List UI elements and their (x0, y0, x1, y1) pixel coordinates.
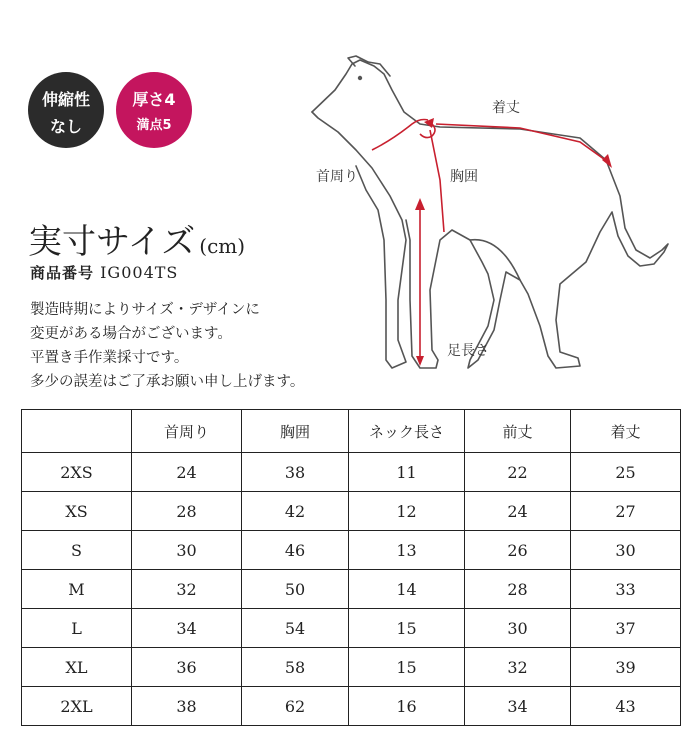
table-cell: 27 (571, 492, 681, 531)
size-label: XL (22, 648, 132, 687)
diagram-label-length: 着丈 (492, 100, 520, 116)
table-row (22, 609, 681, 648)
table-cell: 46 (242, 531, 349, 570)
table-cell: 15 (349, 609, 465, 648)
table-cell: 38 (242, 453, 349, 492)
title-main: 実寸サイズ (28, 222, 196, 262)
title-unit: (cm) (199, 234, 246, 258)
table-row (22, 648, 681, 687)
table-cell: 22 (465, 453, 571, 492)
table-row (22, 492, 681, 531)
note-line: 平置き手作業採寸です。 (30, 350, 189, 366)
table-cell: 28 (132, 492, 242, 531)
size-label: S (22, 531, 132, 570)
table-cell: 30 (465, 609, 571, 648)
thickness-badge-line2: 満点5 (136, 118, 172, 133)
table-cell: 25 (571, 453, 681, 492)
table-cell: 37 (571, 609, 681, 648)
table-cell: 11 (349, 453, 465, 492)
table-cell: 32 (465, 648, 571, 687)
note-line: 多少の誤差はご了承お願い申し上げます。 (30, 374, 305, 390)
size-label: XS (22, 492, 132, 531)
table-cell: 15 (349, 648, 465, 687)
table-cell: 26 (465, 531, 571, 570)
table-header-row (22, 410, 681, 453)
diagram-label-chest: 胸囲 (450, 169, 478, 185)
column-header (22, 410, 132, 453)
table-cell: 54 (242, 609, 349, 648)
table-cell: 30 (132, 531, 242, 570)
table-cell: 16 (349, 687, 465, 726)
table-cell: 14 (349, 570, 465, 609)
table-cell: 33 (571, 570, 681, 609)
measurement-markers (372, 120, 608, 361)
product-code: IG004TS (100, 263, 179, 282)
size-label: 2XL (22, 687, 132, 726)
column-header: ネック長さ (349, 410, 465, 453)
table-cell: 24 (132, 453, 242, 492)
size-table (21, 409, 681, 726)
stretch-badge-line1: 伸縮性 (41, 90, 90, 109)
column-header: 胸囲 (242, 410, 349, 453)
table-cell: 62 (242, 687, 349, 726)
table-cell: 32 (132, 570, 242, 609)
arrowheads (415, 118, 612, 366)
table-cell: 39 (571, 648, 681, 687)
table-cell: 38 (132, 687, 242, 726)
table-cell: 24 (465, 492, 571, 531)
size-label: L (22, 609, 132, 648)
table-cell: 28 (465, 570, 571, 609)
table-cell: 43 (571, 687, 681, 726)
table-cell: 13 (349, 531, 465, 570)
table-cell: 36 (132, 648, 242, 687)
table-row (22, 687, 681, 726)
stretch-badge-line2: なし (49, 117, 82, 136)
dog-silhouette (312, 56, 668, 368)
table-cell: 12 (349, 492, 465, 531)
table-row (22, 570, 681, 609)
note-line: 製造時期によりサイズ・デザインに (30, 302, 260, 318)
diagram-label-leg: 足長さ (447, 343, 489, 359)
table-cell: 58 (242, 648, 349, 687)
size-label: M (22, 570, 132, 609)
product-number-label: 商品番号 (30, 264, 95, 282)
column-header: 着丈 (571, 410, 681, 453)
table-row (22, 453, 681, 492)
diagram-label-neck: 首周り (316, 169, 358, 185)
table-cell: 34 (132, 609, 242, 648)
size-label: 2XS (22, 453, 132, 492)
thickness-badge-line1: 厚さ4 (132, 90, 176, 109)
table-cell: 34 (465, 687, 571, 726)
table-cell: 42 (242, 492, 349, 531)
table-cell: 30 (571, 531, 681, 570)
table-cell: 50 (242, 570, 349, 609)
column-header: 首周り (132, 410, 242, 453)
table-row (22, 531, 681, 570)
chest-measure (430, 130, 444, 232)
note-line: 変更がある場合がございます。 (30, 326, 232, 342)
neck-loop (420, 124, 435, 138)
column-header: 前丈 (465, 410, 571, 453)
